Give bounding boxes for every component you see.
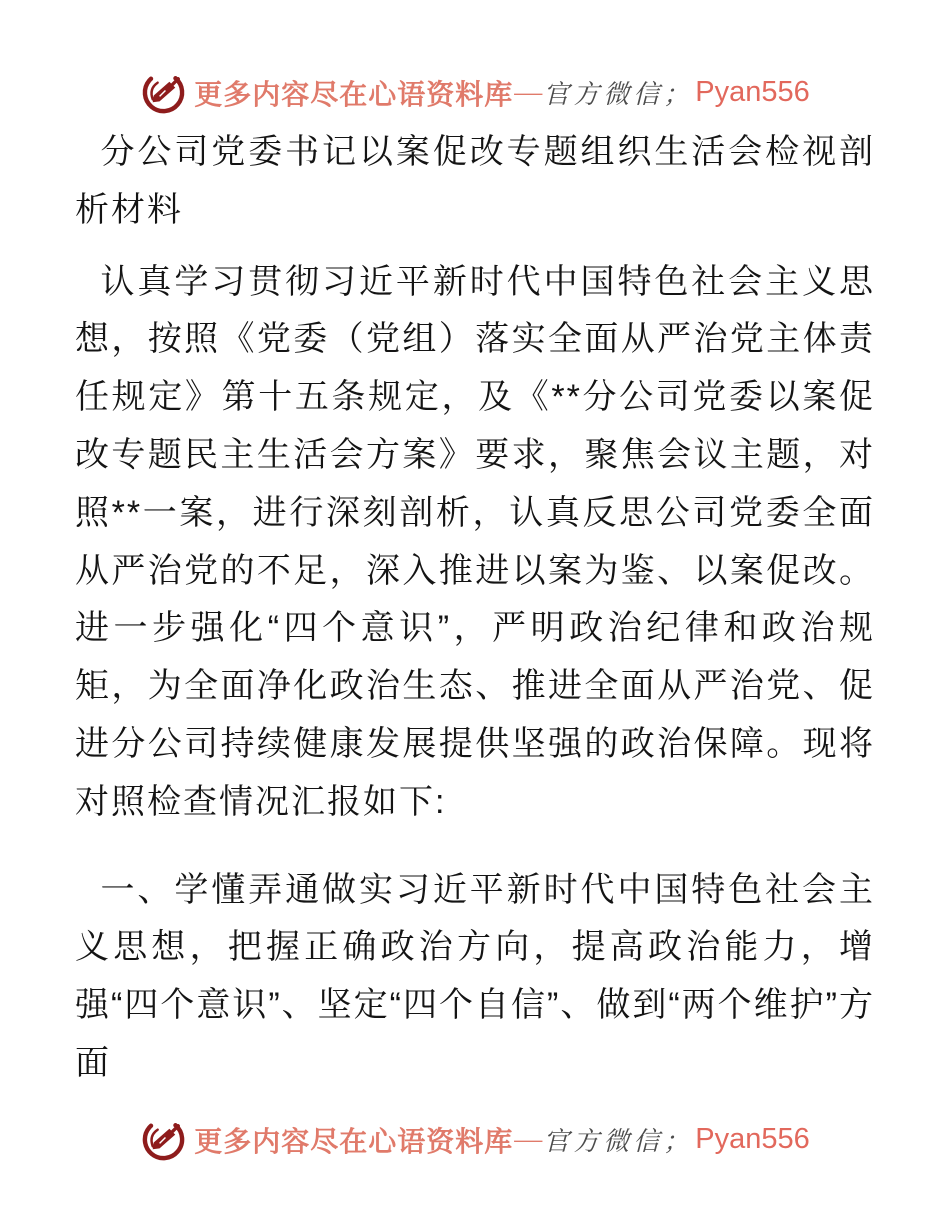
watermark-brand-text: 更多内容尽在心语资料库 [194, 1126, 514, 1158]
watermark-wechat-label: 官方微信； [543, 80, 694, 110]
brand-logo-icon [140, 1116, 187, 1163]
header-watermark [0, 69, 950, 116]
watermark-wechat-label: 官方微信； [543, 1127, 694, 1157]
watermark-wechat-id: Pyan556 [695, 1123, 810, 1155]
paragraph-intro: 认真学习贯彻习近平新时代中国特色社会主义思想，按照《党委（党组）落实全面从严治党主体责任规定》第十五条规定，及《**分公司党委以案促改专题民主生活会方案》要求，聚焦会议主题，对照**一案，进行深刻剖析，认真反思公司党委全面从严治党的不足，深入推进以案为鉴、以案促改。进一步强化“四个意识”，严明政治纪律和政治规矩，为全面净化政治生态、推进全面从严治党、促进分公司持续健康发展提供坚强的政治保障。现将对照检查情况汇报如下: [75, 262, 875, 821]
brand-logo-icon [140, 69, 187, 116]
paragraph-section-heading: 一、学懂弄通做实习近平新时代中国特色社会主义思想，把握正确政治方向，提高政治能力，增强“四个意识”、坚定“四个自信”、做到“两个维护”方面 [75, 870, 875, 1082]
document-content [75, 124, 875, 1093]
watermark-brand-text: 更多内容尽在心语资料库 [194, 79, 514, 111]
watermark-dash: — [514, 1123, 543, 1155]
watermark-wechat-id: Pyan556 [695, 76, 810, 108]
document-title: 分公司党委书记以案促改专题组织生活会检视剖析材料 [75, 133, 875, 229]
watermark-dash: — [514, 76, 543, 108]
footer-watermark [0, 1116, 950, 1163]
